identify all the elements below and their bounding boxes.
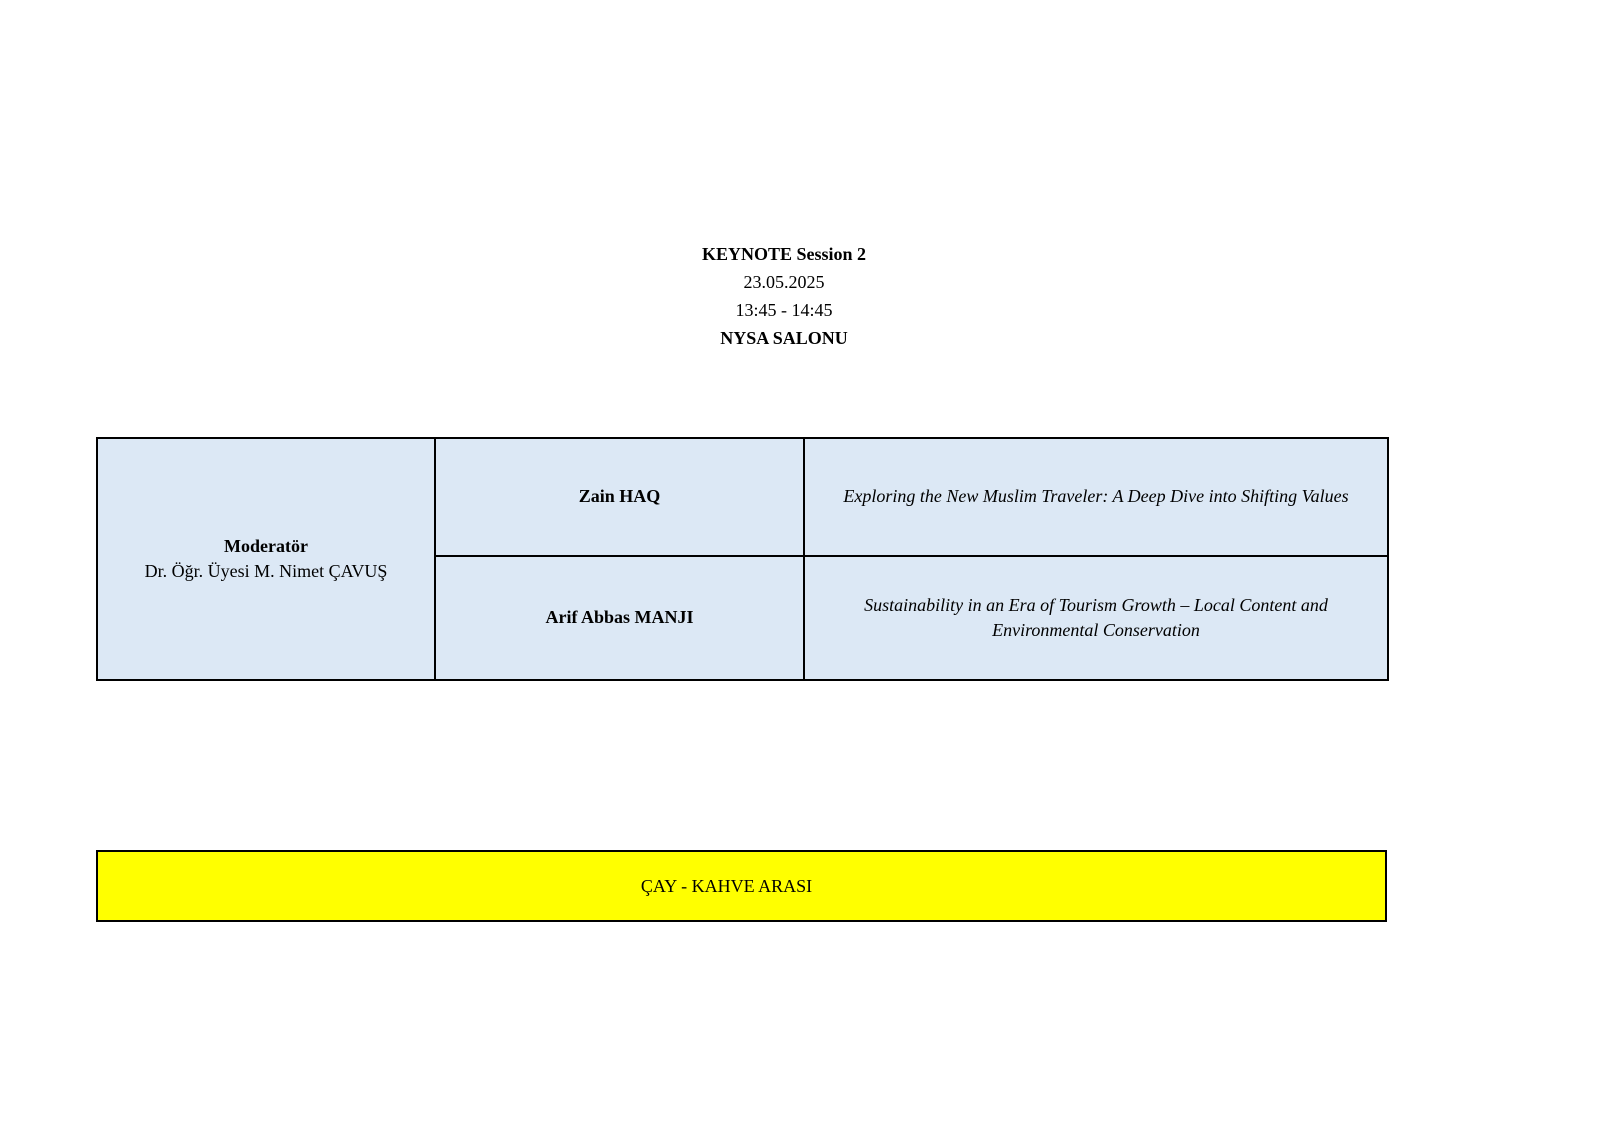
session-title: KEYNOTE Session 2 <box>701 244 867 264</box>
table-row <box>97 438 1388 556</box>
session-date: 23.05.2025 <box>743 272 825 292</box>
session-room: NYSA SALONU <box>720 328 848 348</box>
talk-title: Exploring the New Muslim Traveler: A Deep Dive into Shifting Values <box>804 438 1388 556</box>
session-header <box>0 240 1568 352</box>
talk-title: Sustainability in an Era of Tourism Growth – Local Content and Environmental Conservation <box>804 556 1388 680</box>
session-table <box>96 437 1389 681</box>
moderator-cell <box>97 438 435 680</box>
speaker-name: Arif Abbas MANJI <box>435 556 804 680</box>
coffee-break-banner <box>96 850 1387 922</box>
coffee-break-label: ÇAY - KAHVE ARASI <box>640 875 813 896</box>
moderator-name: Dr. Öğr. Üyesi M. Nimet ÇAVUŞ <box>144 561 388 581</box>
speaker-name: Zain HAQ <box>435 438 804 556</box>
moderator-label: Moderatör <box>224 536 308 556</box>
session-time: 13:45 - 14:45 <box>735 300 833 320</box>
